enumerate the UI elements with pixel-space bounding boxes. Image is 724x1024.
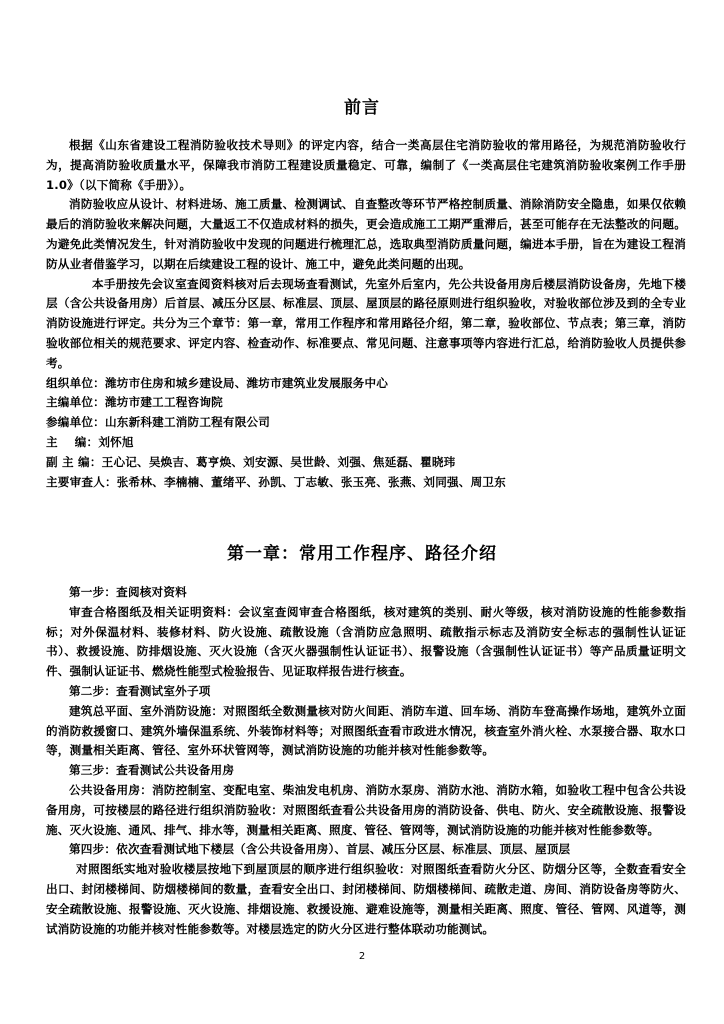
credit-line — [46, 413, 686, 433]
credit-label: 参编单位： — [46, 415, 105, 430]
preface-title: 前言 — [344, 98, 380, 118]
preface-paragraph: 消防验收应从设计、材料进场、施工质量、检测调试、自查整改等环节严格控制质量、消除消防安全隐患，如果仅依赖最后的消防验收来解决问题，大量返工不仅造成材料的损失，更会造成施工工期严重滞后，甚至可能存在无法整改的问题。为避免此类情况发生，针对消防验收中发现的问题进行梳理汇总，选取典型消防质量问题，编进本手册，旨在为建设工程消防从业者借鉴学习，以期在后续建设工程的设计、施工中，避免此类问题的出现。 — [46, 197, 686, 271]
credit-value: 王心记、吴焕吉、葛亨焕、刘安源、吴世龄、刘强、焦延磊、瞿晓玮 — [101, 454, 456, 469]
chapter-title: 第一章：常用工作程序、路径介绍 — [227, 544, 497, 564]
step-heading: 第三步：查看测试公共设备用房 — [69, 763, 235, 778]
credit-label: 副 主 编： — [46, 454, 102, 469]
preface-body — [46, 136, 686, 492]
step-body: 建筑总平面、室外消防设施：对照图纸全数测量核对防火间距、消防车道、回车场、消防车登高操作场地，建筑外立面的消防救援窗口、建筑外墙保温系统、外装饰材料等；对照图纸查看市政进水情况，核查室外消火栓、水泵接合器、取水口等，测量相关距离、管径、室外环状管网等，测试消防设施的功能并核对性能参数等。 — [46, 703, 686, 758]
credit-line — [46, 473, 686, 493]
credit-label: 主 编： — [46, 434, 99, 449]
credit-value: 山东新科建工消防工程有限公司 — [104, 415, 271, 430]
step-body: 审查合格图纸及相关证明资料：会议室查阅审查合格图纸，核对建筑的类别、耐火等级，核对消防设施的性能参数指标；对外保温材料、装修材料、防火设施、疏散设施（含消防应急照明、疏散指示标志及消防安全标志的强制性认证证书）、救援设施、防排烟设施、灭火设施（含灭火器强制性认证证书）、报警设施（含强制性认证证书）等产品质量证明文件、强制认证证书、燃烧性能型式检验报告、见证取样报告进行核查。 — [46, 604, 686, 679]
credit-value: 潍坊市住房和城乡建设局、潍坊市建筑业发展服务中心 — [104, 375, 389, 390]
credit-value: 张希林、李楠楠、董绪平、孙凯、丁志敏、张玉亮、张燕、刘同强、周卫东 — [116, 474, 506, 489]
step-heading: 第二步：查看测试室外子项 — [69, 683, 211, 698]
credit-label: 组织单位： — [46, 375, 105, 390]
preface-paragraph: 本手册按先会议室查阅资料核对后去现场查看测试，先室外后室内，先公共设备用房后楼层消防设备房，先地下楼层（含公共设备用房）后首层、减压分区层、标准层、顶层、屋顶层的路径原则进行组织验收，对验收部位涉及到的全专业消防设施进行评定。共分为三个章节：第一章，常用工作程序和常用路径介绍，第二章，验收部位、节点表；第三章，消防验收部位相关的规范要求、评定内容、检查动作、标准要点、常见问题、注意事项等内容进行汇总，给消防验收人员提供参考。 — [46, 276, 686, 370]
credit-label: 主要审查人： — [46, 474, 117, 489]
credit-line — [46, 433, 686, 453]
preface-paragraph: 根据《山东省建设工程消防验收技术导则》的评定内容，结合一类高层住宅消防验收的常用路径，为规范消防验收行为，提高消防验收质量水平，保障我市消防工程建设质量稳定、可靠，编制了《一类高层住宅建筑消防验收案例工作手册 1.0》（以下简称《手册》）。 — [46, 138, 686, 192]
chapter-body — [46, 583, 686, 939]
credit-value: 刘怀旭 — [98, 434, 134, 449]
step-body: 对照图纸实地对验收楼层按地下到屋顶层的顺序进行组织验收：对照图纸查看防火分区、防烟分区等，全数查看安全出口、封闭楼梯间、防烟楼梯间的数量，查看安全出口、封闭楼梯间、防烟楼梯间、疏散走道、房间、消防设备房等防火、安全疏散设施、报警设施、灭火设施、排烟设施、救援设施、避难设施等，测量相关距离、照度、管径、管网、风道等，测试消防设施的功能并核对性能参数等。对楼层选定的防火分区进行整体联动功能测试。 — [46, 862, 686, 936]
credit-value: 潍坊市建工工程咨询院 — [104, 395, 223, 410]
step-body: 公共设备用房：消防控制室、变配电室、柴油发电机房、消防水泵房、消防水池、消防水箱，如验收工程中包含公共设备用房，可按楼层的路径进行组织消防验收：对照图纸查看公共设备用房的消防设备、供电、防火、安全疏散设施、报警设施、灭火设施、通风、排气、排水等，测量相关距离、照度、管径、管网等，测试消防设施的功能并核对性能参数等。 — [46, 782, 686, 837]
credit-line — [46, 374, 686, 394]
credit-label: 主编单位： — [46, 395, 105, 410]
credit-line — [46, 453, 686, 473]
credit-line — [46, 393, 686, 413]
step-heading: 第四步：依次查看测试地下楼层（含公共设备用房）、首层、减压分区层、标准层、顶层、屋顶层 — [69, 842, 571, 857]
page-number: 2 — [358, 951, 366, 962]
step-heading: 第一步：查阅核对资料 — [69, 585, 187, 599]
